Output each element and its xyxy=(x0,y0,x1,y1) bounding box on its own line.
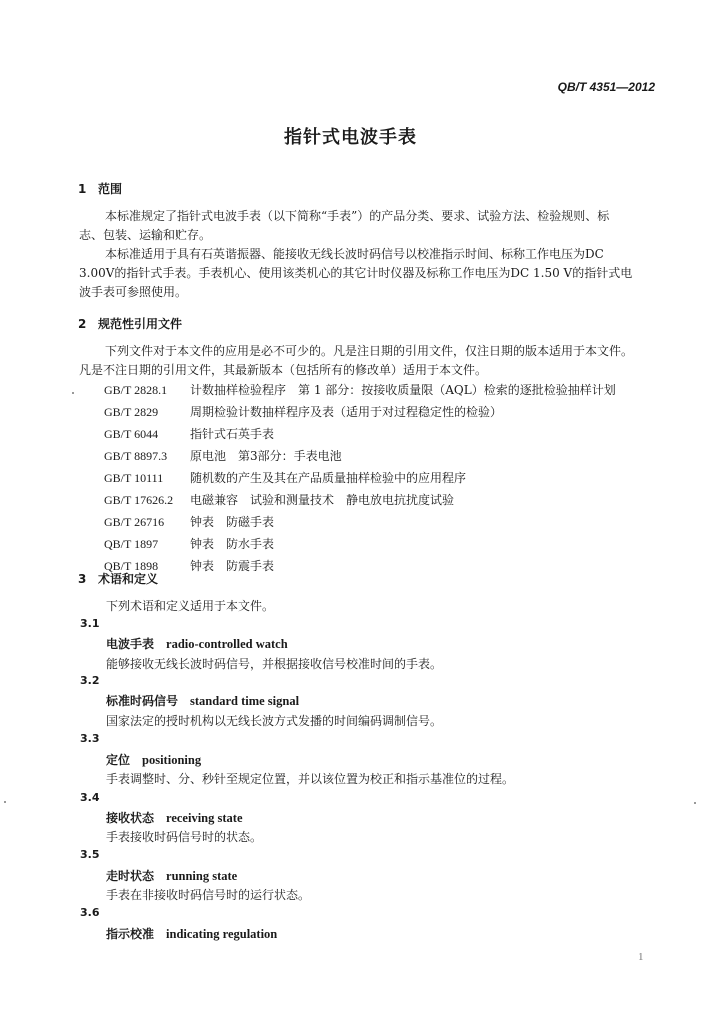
section-title: 范围 xyxy=(98,182,123,196)
reference-title: 周期检验计数抽样程序及表（适用于对过程稳定性的检验） xyxy=(190,405,503,419)
term-heading xyxy=(106,867,237,884)
reference-code: GB/T 2828.1 xyxy=(104,383,168,397)
term-heading xyxy=(106,635,288,652)
term-zh: 指示校准 xyxy=(106,927,155,941)
term-zh: 走时状态 xyxy=(106,869,155,883)
s1-paragraph-2-line-1: 本标准适用于具有石英谐振器、能接收无线长波时码信号以校准指示时间、标称工作电压为DC xyxy=(105,247,604,261)
clause-number: 3.6 xyxy=(80,906,100,919)
term-definition: 国家法定的授时机构以无线长波方式发播的时间编码调制信号。 xyxy=(106,714,443,728)
term-definition: 手表在非接收时码信号时的运行状态。 xyxy=(106,888,311,902)
term-zh: 标准时码信号 xyxy=(106,694,179,708)
scan-speck xyxy=(72,392,74,394)
term-definition: 手表接收时码信号时的状态。 xyxy=(106,830,263,844)
term-heading xyxy=(106,751,201,768)
reference-item xyxy=(104,469,466,486)
clause-number: 3.1 xyxy=(80,617,100,630)
standard-number: QB/T 4351—2012 xyxy=(557,80,655,94)
document-title: 指针式电波手表 xyxy=(284,127,417,148)
section-title: 规范性引用文件 xyxy=(98,317,183,331)
s1-paragraph-2-line-2: 3.00V的指针式手表。手表机心、使用该类机心的其它计时仪器及标称工作电压为DC 1.50 V的指针式电 xyxy=(79,266,633,280)
s1-paragraph-2-line-3: 波手表可参照使用。 xyxy=(79,285,188,299)
section-title: 术语和定义 xyxy=(98,572,159,586)
scan-speck xyxy=(4,801,6,803)
reference-code: GB/T 17626.2 xyxy=(104,493,174,507)
clause-number: 3.3 xyxy=(80,732,100,745)
reference-code: GB/T 6044 xyxy=(104,427,159,441)
term-en: running state xyxy=(166,869,238,883)
s2-paragraph-line-2: 凡是不注日期的引用文件，其最新版本（包括所有的修改单）适用于本文件。 xyxy=(79,363,488,377)
term-zh: 电波手表 xyxy=(106,637,155,651)
section-2-heading xyxy=(78,315,182,332)
term-heading xyxy=(106,692,299,709)
reference-item xyxy=(104,403,502,420)
section-number: 1 xyxy=(78,182,87,196)
reference-code: GB/T 26716 xyxy=(104,515,165,529)
reference-code: GB/T 8897.3 xyxy=(104,449,168,463)
section-number: 3 xyxy=(78,572,87,586)
reference-code: QB/T 1897 xyxy=(104,537,159,551)
reference-item xyxy=(104,513,274,530)
s2-paragraph-line-1: 下列文件对于本文件的应用是必不可少的。凡是注日期的引用文件，仅注日期的版本适用于本文件。 xyxy=(105,344,634,358)
term-heading xyxy=(106,925,277,942)
clause-number: 3.2 xyxy=(80,674,100,687)
reference-title: 钟表 防震手表 xyxy=(190,559,275,573)
reference-title: 计数抽样检验程序 第 1 部分：按接收质量限（AQL）检索的逐批检验抽样计划 xyxy=(190,383,616,397)
term-heading xyxy=(106,809,243,826)
reference-item xyxy=(104,535,274,552)
term-zh: 定位 xyxy=(106,753,131,767)
reference-item xyxy=(104,381,616,398)
reference-title: 指针式石英手表 xyxy=(190,427,275,441)
s1-paragraph-1-line-1: 本标准规定了指针式电波手表（以下简称“手表”）的产品分类、要求、试验方法、检验规则、标 xyxy=(105,209,610,223)
reference-title: 钟表 防磁手表 xyxy=(190,515,275,529)
term-zh: 接收状态 xyxy=(106,811,155,825)
term-en: positioning xyxy=(142,753,202,767)
clause-number: 3.4 xyxy=(80,791,100,804)
s3-intro: 下列术语和定义适用于本文件。 xyxy=(106,599,275,613)
section-1-heading xyxy=(78,180,122,197)
reference-item xyxy=(104,425,274,442)
reference-title: 原电池 第3部分：手表电池 xyxy=(190,449,342,463)
s1-paragraph-1-line-2: 志、包装、运输和贮存。 xyxy=(79,228,212,242)
scan-speck xyxy=(694,802,696,804)
reference-title: 随机数的产生及其在产品质量抽样检验中的应用程序 xyxy=(190,471,467,485)
section-3-heading xyxy=(78,570,158,587)
section-number: 2 xyxy=(78,317,87,331)
clause-number: 3.5 xyxy=(80,848,100,861)
reference-title: 钟表 防水手表 xyxy=(190,537,275,551)
term-en: radio-controlled watch xyxy=(166,637,288,651)
reference-item xyxy=(104,491,454,508)
page-number: 1 xyxy=(638,951,644,963)
reference-code: QB/T 1898 xyxy=(104,559,159,573)
term-en: receiving state xyxy=(166,811,243,825)
term-en: standard time signal xyxy=(190,694,300,708)
reference-title: 电磁兼容 试验和测量技术 静电放电抗扰度试验 xyxy=(190,493,455,507)
term-definition: 能够接收无线长波时码信号，并根据接收信号校准时间的手表。 xyxy=(106,657,443,671)
term-en: indicating regulation xyxy=(166,927,278,941)
reference-item xyxy=(104,447,342,464)
reference-code: GB/T 10111 xyxy=(104,471,164,485)
reference-code: GB/T 2829 xyxy=(104,405,159,419)
term-definition: 手表调整时、分、秒针至规定位置，并以该位置为校正和指示基准位的过程。 xyxy=(106,772,515,786)
